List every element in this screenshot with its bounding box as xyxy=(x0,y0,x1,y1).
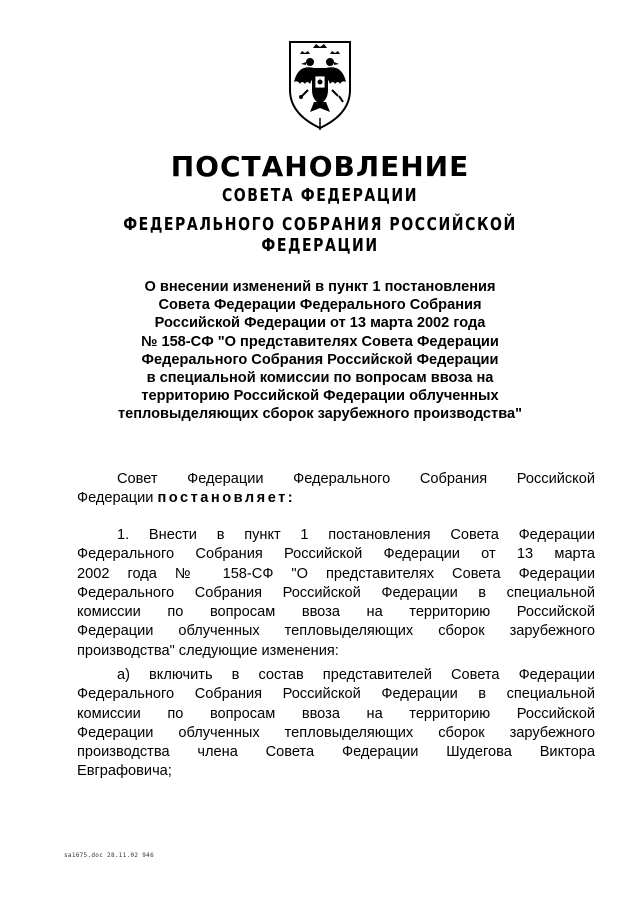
coat-of-arms-emblem xyxy=(286,38,354,130)
document-title: ПОСТАНОВЛЕНИЕ xyxy=(170,150,470,183)
subject-line: тепловыделяющих сборок зарубежного производства" xyxy=(117,406,523,423)
resolution-subject xyxy=(80,278,560,424)
paragraph-line xyxy=(77,489,595,508)
paragraph-line: Федерального Собрания Российской Федерации в специальной xyxy=(77,686,595,703)
paragraph-line: комиссии по вопросам ввоза на территорию Российской xyxy=(77,705,595,722)
paragraph-line: Евграфовича; xyxy=(77,763,172,780)
subject-line: Совета Федерации Федерального Собрания xyxy=(158,297,482,314)
paragraph-line: производства члена Совета Федерации Шудегова Виктора xyxy=(77,744,595,761)
paragraph-line: Федерального Собрания Российской Федерации от 13 марта xyxy=(77,546,595,563)
paragraph-line: 2002 года № 158-СФ "О представителях Совета Федерации xyxy=(77,565,595,582)
subject-line: в специальной комиссии по вопросам ввоза на xyxy=(146,370,494,387)
subject-line: Федерального Собрания Российской Федерации xyxy=(141,351,499,368)
document-subtitle-line1: СОВЕТА ФЕДЕРАЦИИ xyxy=(221,185,419,206)
paragraph-line: производства" следующие изменения: xyxy=(77,642,339,659)
paragraph-line: Федерации облученных тепловыделяющих сборок зарубежного xyxy=(77,724,595,741)
subject-line: территорию Российской Федерации облученных xyxy=(141,388,499,405)
paragraph-line: Совет Федерации Федерального Собрания Российской xyxy=(117,471,595,487)
decree-word: постановляет: xyxy=(157,490,296,507)
preamble-text: Федерации xyxy=(77,490,158,507)
paragraph-line: а) включить в состав представителей Совета Федерации xyxy=(117,667,595,683)
subject-line: Российской Федерации от 13 марта 2002 года xyxy=(154,315,486,332)
document-subtitle-line2: ФЕДЕРАЛЬНОГО СОБРАНИЯ РОССИЙСКОЙ ФЕДЕРАЦИИ xyxy=(123,214,517,256)
subject-line: О внесении изменений в пункт 1 постановления xyxy=(144,279,496,295)
paragraph-line: Федерации облученных тепловыделяющих сборок зарубежного xyxy=(77,623,595,640)
paragraph-line: комиссии по вопросам ввоза на территорию Российской xyxy=(77,604,595,621)
paragraph-line: 1. Внести в пункт 1 постановления Совета Федерации xyxy=(117,527,595,543)
subject-line: № 158-СФ "О представителях Совета Федерации xyxy=(141,333,499,350)
paragraph-line: Федерального Собрания Российской Федерации в специальной xyxy=(77,584,595,601)
paragraph-item-1a xyxy=(77,666,595,782)
paragraph-preamble xyxy=(77,470,595,509)
file-footer-note: sa1675.doc 28.11.02 946 xyxy=(64,852,154,859)
paragraph-item-1 xyxy=(77,526,595,661)
